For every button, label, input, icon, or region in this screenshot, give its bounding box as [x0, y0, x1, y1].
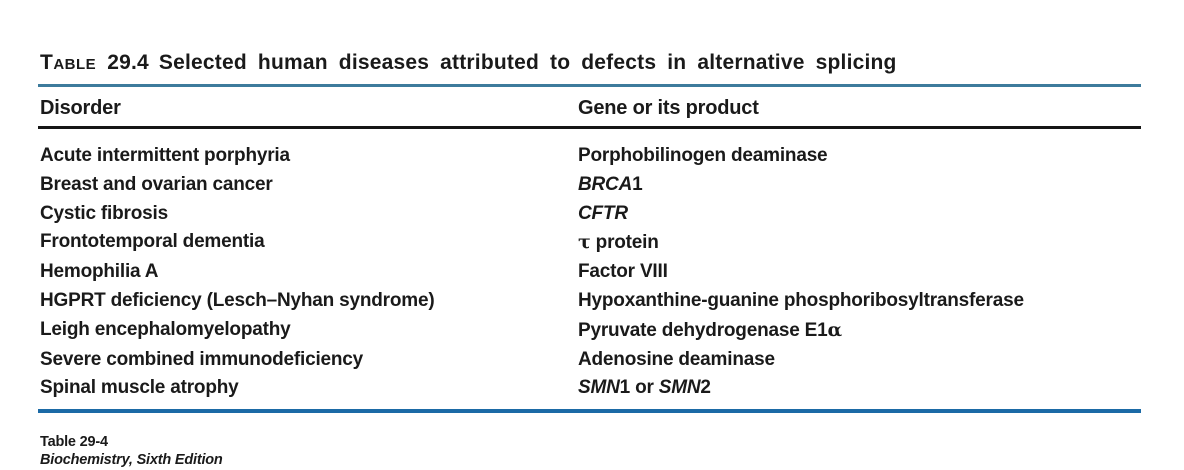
table-title-text: Selected human diseases attributed to defects in alternative splicing [158, 51, 897, 74]
gene-cell [578, 316, 1141, 346]
gene-cell [578, 374, 1141, 403]
table-row [40, 142, 1141, 171]
gene-cell [578, 258, 1141, 287]
gene-text: 1 [632, 173, 643, 195]
header-rule [38, 126, 1141, 129]
disorder-cell: Cystic fibrosis [40, 202, 168, 224]
disorder-cell: Spinal muscle atrophy [40, 377, 239, 399]
bottom-rule [38, 409, 1141, 413]
table-footer [38, 433, 1141, 469]
gene-text: Hypoxanthine-guanine phosphoribosyltransferase [578, 289, 1024, 311]
disorder-cell: Hemophilia A [40, 261, 159, 283]
table-row [40, 374, 1141, 403]
footer-source: Biochemistry, Sixth Edition [40, 452, 223, 469]
top-rule [38, 84, 1141, 87]
table-content [38, 0, 1141, 469]
gene-text: SMN [578, 377, 620, 399]
column-header-disorder: Disorder [40, 97, 121, 119]
table-title [38, 50, 1141, 76]
table-header-row [38, 95, 1141, 121]
table-row [40, 228, 1141, 258]
disorder-cell: Severe combined immunodeficiency [40, 348, 364, 370]
gene-text: CFTR [578, 202, 628, 224]
gene-text: protein [590, 232, 659, 254]
table-row [40, 258, 1141, 287]
table-number: 29.4 [107, 51, 149, 74]
table-row [40, 316, 1141, 346]
gene-cell [578, 200, 1141, 229]
column-header-gene: Gene or its product [578, 97, 759, 119]
greek-letter: τ [578, 231, 591, 254]
gene-text: SMN [658, 377, 701, 399]
gene-text: BRCA [578, 173, 633, 195]
gene-text: 1 or [619, 377, 659, 399]
footer-table-ref: Table 29-4 [40, 434, 108, 451]
table-row [40, 200, 1141, 229]
gene-text: Pyruvate dehydrogenase E1 [578, 319, 828, 341]
table-row [40, 171, 1141, 200]
gene-cell [578, 346, 1141, 375]
gene-cell [578, 228, 1141, 258]
gene-text: 2 [700, 377, 711, 399]
table-label: Table [40, 51, 97, 74]
disorder-cell: Leigh encephalomyelopathy [40, 318, 291, 340]
disorder-cell: Acute intermittent porphyria [40, 145, 290, 166]
gene-cell [578, 287, 1141, 316]
greek-letter: α [827, 318, 842, 341]
disorder-cell: Frontotemporal dementia [40, 231, 265, 253]
disorder-cell: HGPRT deficiency (Lesch–Nyhan syndrome) [40, 289, 435, 311]
gene-cell [578, 142, 1141, 171]
gene-text: Adenosine deaminase [578, 348, 775, 370]
table-body [38, 142, 1141, 403]
gene-cell [578, 171, 1141, 200]
gene-text: Porphobilinogen deaminase [578, 145, 828, 166]
gene-text: Factor VIII [578, 261, 668, 283]
disorder-cell: Breast and ovarian cancer [40, 173, 273, 195]
table-row [40, 346, 1141, 375]
table-row [40, 287, 1141, 316]
